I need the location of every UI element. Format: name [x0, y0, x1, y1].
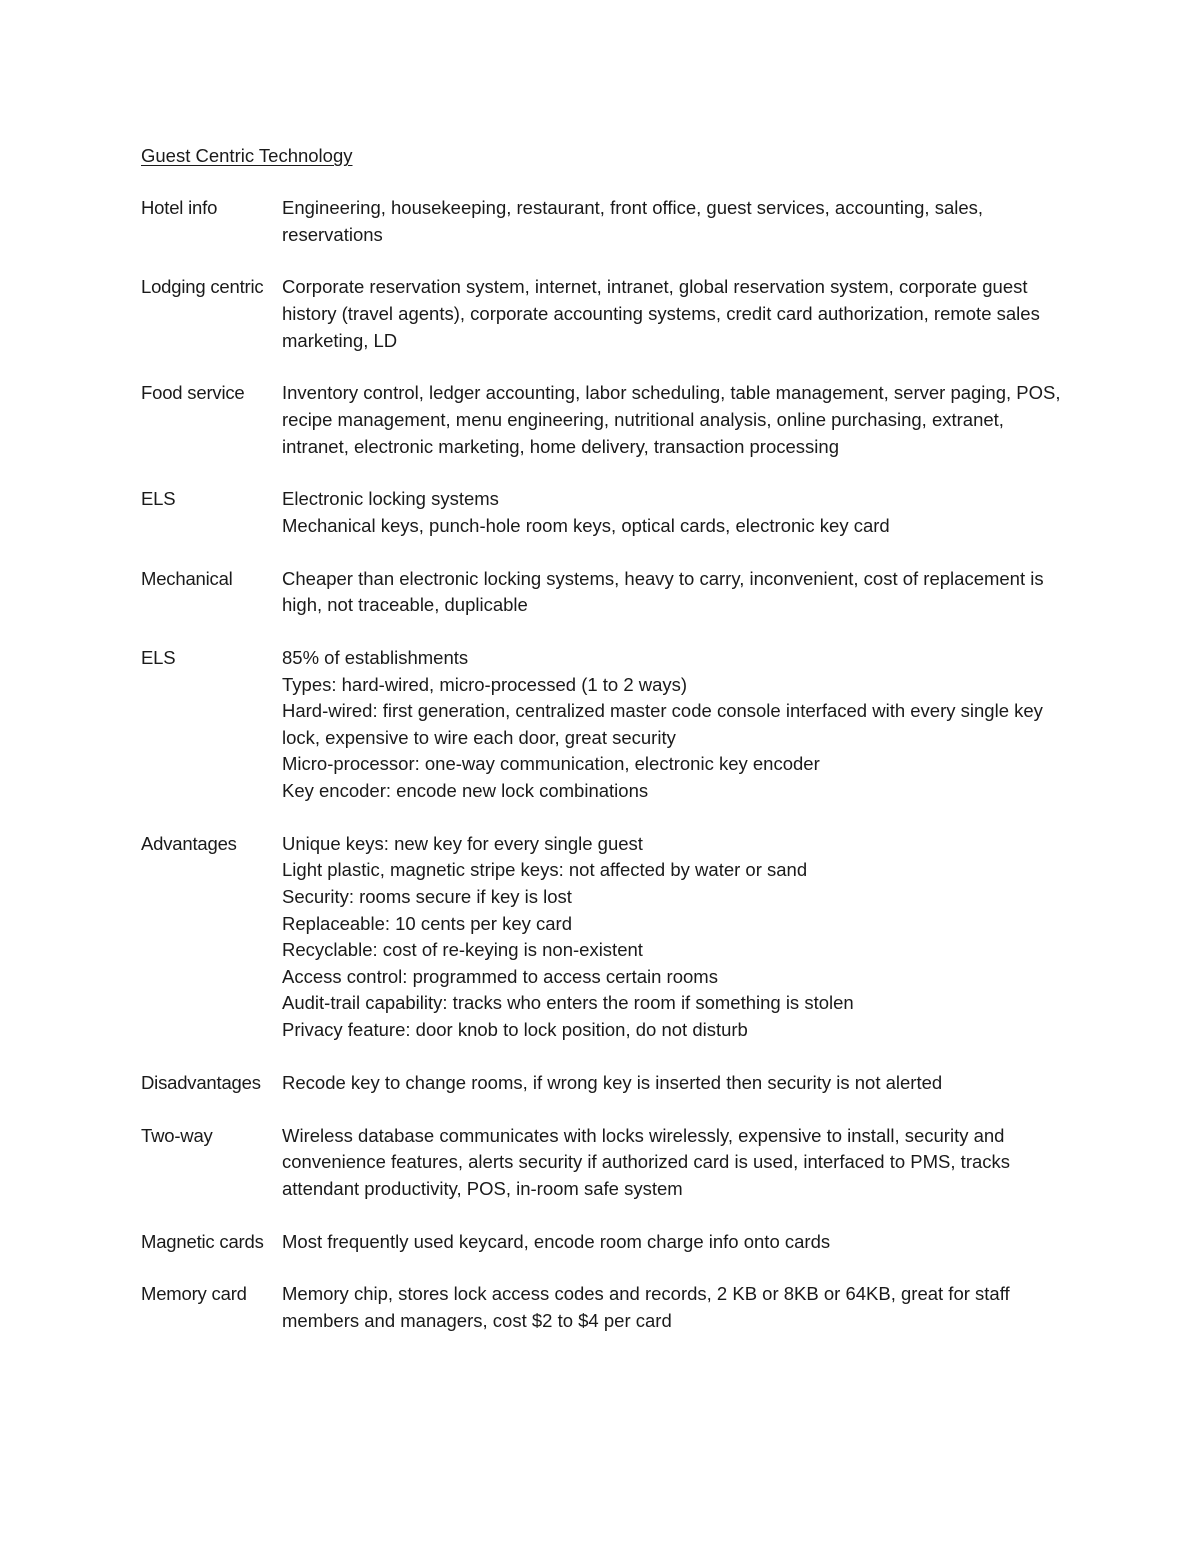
definition-row	[141, 1229, 1071, 1256]
definition-line: Privacy feature: door knob to lock position, do not disturb	[282, 1018, 748, 1040]
document-title: Guest Centric Technology	[141, 145, 353, 166]
definition-row	[141, 1123, 1071, 1203]
term-label: ELS	[141, 647, 176, 669]
term-label: Memory card	[141, 1283, 247, 1305]
definition-line: Engineering, housekeeping, restaurant, front office, guest services, accounting, sales, reservations	[282, 197, 984, 245]
definition-text	[282, 566, 1071, 619]
definition-line: Key encoder: encode new lock combinations	[282, 780, 649, 802]
definition-line: Types: hard-wired, micro-processed (1 to 2 ways)	[282, 673, 688, 695]
definition-text	[282, 1070, 1071, 1097]
definition-line: Light plastic, magnetic stripe keys: not affected by water or sand	[282, 859, 808, 881]
term-label: Advantages	[141, 832, 237, 854]
definition-text	[282, 486, 1071, 539]
definition-line: Hard-wired: first generation, centralized master code console interfaced with every single key lock, expensive to wire each door, great security	[282, 700, 1043, 748]
definition-text	[282, 380, 1071, 460]
definition-row	[141, 645, 1071, 805]
definition-row	[141, 486, 1071, 539]
definition-row	[141, 195, 1071, 248]
term-label: Mechanical	[141, 567, 233, 589]
term-label: Hotel info	[141, 197, 218, 218]
term-label: Magnetic cards	[141, 1230, 264, 1252]
definition-line: Corporate reservation system, internet, intranet, global reservation system, corporate guest history (travel agents), corporate accounting systems, credit card authorization, remote sales marketing, LD	[282, 276, 1040, 351]
definition-line: Micro-processor: one-way communication, electronic key encoder	[282, 753, 820, 775]
definition-line: Security: rooms secure if key is lost	[282, 886, 572, 907]
definition-row	[141, 274, 1071, 354]
definition-line: Memory chip, stores lock access codes and records, 2 KB or 8KB or 64KB, great for staff members and managers, cost $2 to $4 per card	[282, 1283, 1010, 1331]
definition-line: Access control: programmed to access certain rooms	[282, 965, 718, 987]
definition-text	[282, 195, 1071, 248]
definition-text	[282, 274, 1071, 354]
definition-line: Recyclable: cost of re-keying is non-existent	[282, 939, 643, 961]
term-label: Lodging centric	[141, 276, 264, 298]
definition-text	[282, 645, 1071, 805]
definition-line: Cheaper than electronic locking systems, heavy to carry, inconvenient, cost of replacement is high, not traceable, duplicable	[282, 567, 1044, 616]
definition-line: Most frequently used keycard, encode room charge info onto cards	[282, 1230, 831, 1252]
definition-line: 85% of establishments	[282, 647, 469, 669]
term-label: Disadvantages	[141, 1071, 261, 1093]
definition-line: Wireless database communicates with locks wirelessly, expensive to install, security and convenience features, alerts security if authorized card is used, interfaced to PMS, tracks attendant productivity, POS, in-room safe system	[282, 1124, 1011, 1199]
term-label: Two-way	[141, 1124, 213, 1146]
definition-line: Recode key to change rooms, if wrong key is inserted then security is not alerted	[282, 1071, 943, 1093]
definition-row	[141, 831, 1071, 1044]
term-label: ELS	[141, 488, 176, 510]
definition-line: Replaceable: 10 cents per key card	[282, 912, 573, 934]
definition-line: Audit-trail capability: tracks who enters the room if something is stolen	[282, 992, 854, 1014]
term-label: Food service	[141, 382, 245, 404]
definition-text	[282, 1229, 1071, 1256]
definition-line: Electronic locking systems	[282, 488, 499, 510]
definition-text	[282, 1123, 1071, 1203]
definition-list	[141, 195, 1071, 1361]
definition-line: Mechanical keys, punch-hole room keys, optical cards, electronic key card	[282, 514, 890, 536]
definition-line: Unique keys: new key for every single guest	[282, 832, 643, 854]
definition-text	[282, 831, 1071, 1044]
definition-row	[141, 566, 1071, 619]
definition-row	[141, 380, 1071, 460]
definition-row	[141, 1070, 1071, 1097]
definition-row	[141, 1281, 1071, 1334]
definition-line: Inventory control, ledger accounting, labor scheduling, table management, server paging, POS, recipe management, menu engineering, nutritional analysis, online purchasing, extranet, intranet, electronic marketing, home delivery, transaction processing	[282, 382, 1061, 457]
definition-text	[282, 1281, 1071, 1334]
